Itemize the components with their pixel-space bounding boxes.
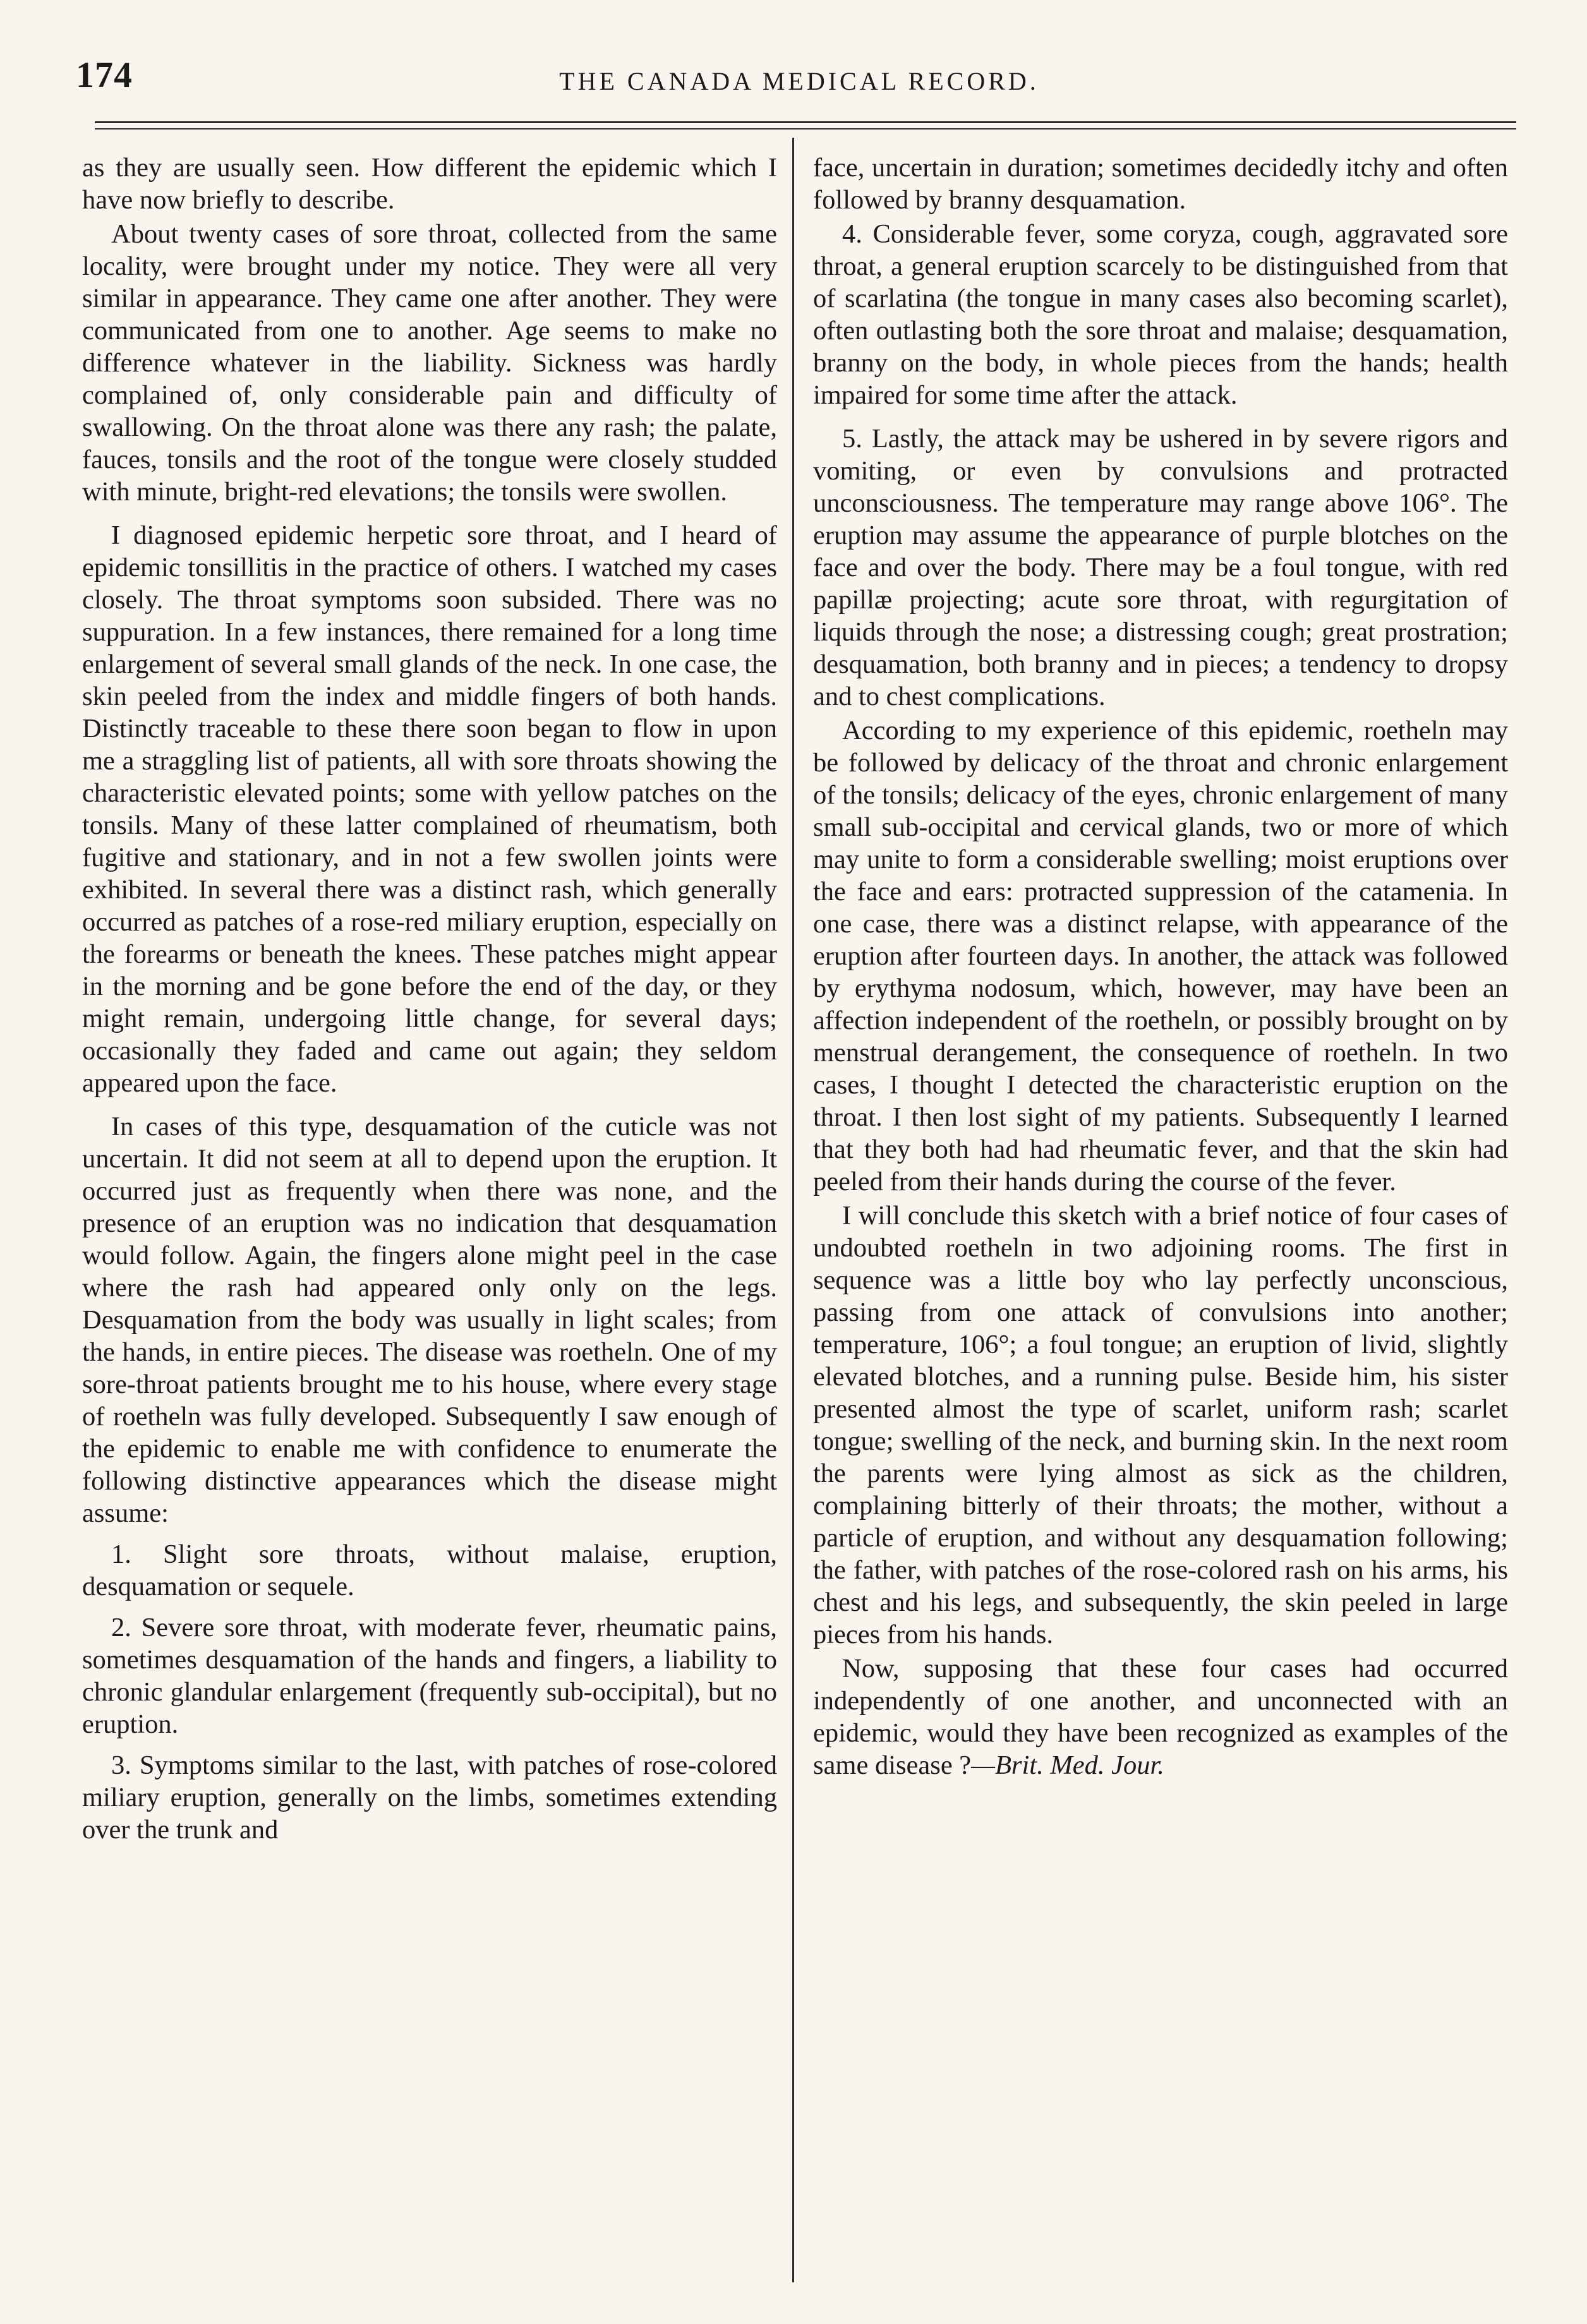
left-column xyxy=(82,152,777,1848)
right-column xyxy=(813,152,1508,1783)
paragraph: In cases of this type, desquamation of the cuticle was not uncertain. It did not seem at all to depend upon the eruption. It occurred just as frequently when there was none, and the presence of an eruption was no indication that desquamation would follow. Again, the fingers alone might peel in the case where the rash had appeared only only on the legs. Desquamation from the body was usually in light scales; from the hands, in entire pieces. The disease was roetheln. One of my sore-throat patients brought me to his house, where every stage of roetheln was fully developed. Subsequently I saw enough of the epidemic to enable me with confidence to enumerate the following distinctive appearances which the disease might assume: xyxy=(82,1112,777,1528)
paragraph: I diagnosed epidemic herpetic sore throat, and I heard of epidemic tonsillitis in the practice of others. I watched my cases closely. The throat symptoms soon subsided. There was no suppuration. In a few instances, there remained for a long time enlargement of several small glands of the neck. In one case, the skin peeled from the index and middle fingers of both hands. Distinctly traceable to these there soon began to flow in upon me a straggling list of patients, all with sore throats showing the characteristic elevated points; some with yellow patches on the tonsils. Many of these latter complained of rheumatism, both fugitive and stationary, and in not a few swollen joints were exhibited. In several there was a distinct rash, which generally occurred as patches of a rose-red miliary eruption, especially on the forearms or beneath the knees. These patches might appear in the morning and be gone before the end of the day, or they might remain, undergoing little change, for several days; occasionally they faded and came out again; they seldom appeared upon the face. xyxy=(82,521,777,1098)
list-item: 2. Severe sore throat, with moderate fever, rheumatic pains, sometimes desquamation of the hands and fingers, a liability to chronic glandular enlargement (frequently sub-occipital), but no eruption. xyxy=(82,1613,777,1739)
list-item: 3. Symptoms similar to the last, with patches of rose-colored miliary eruption, generally on the limbs, sometimes extending over the trunk and xyxy=(82,1750,777,1845)
journal-title: THE CANADA MEDICAL RECORD. xyxy=(559,67,1039,95)
page-number: 174 xyxy=(76,54,133,95)
list-item: 4. Considerable fever, some coryza, cough, aggravated sore throat, a general eruption scarcely to be distinguished from that of scarlatina (the tongue in many cases also becoming scarlet), often outlasting both the sore throat and malaise; desquamation, branny on the body, in whole pieces from the hands; health impaired for some time after the attack. xyxy=(813,219,1508,410)
page-header xyxy=(76,54,1523,104)
paragraph: face, uncertain in duration; sometimes decidedly itchy and often followed by branny desquamation. xyxy=(813,153,1508,215)
paragraph: About twenty cases of sore throat, collected from the same locality, were brought under my notice. They were all very similar in appearance. They came one after another. They were communicated from one to another. Age seems to make no difference whatever in the liability. Sickness was hardly complained of, only considerable pain and difficulty of swallowing. On the throat alone was there any rash; the palate, fauces, tonsils and the root of the tongue were closely studded with minute, bright-red elevations; the tonsils were swollen. xyxy=(82,219,777,507)
column-divider xyxy=(792,138,794,2282)
paragraph xyxy=(813,1653,1508,1781)
citation: —Brit. Med. Jour. xyxy=(971,1750,1164,1780)
header-rule-thick xyxy=(95,121,1516,123)
paragraph: According to my experience of this epidemic, roetheln may be followed by delicacy of the throat and chronic enlargement of the tonsils; delicacy of the eyes, chronic enlargement of many small sub-occipital and cervical glands, two or more of which may unite to form a considerable swelling; moist eruptions over the face and ears: protracted suppression of the catamenia. In one case, there was a distinct relapse, with appearance of the eruption after fourteen days. In another, the attack was followed by erythyma nodosum, which, however, may have been an affection independent of the roetheln, or possibly brought on by menstrual derangement, the consequence of roetheln. In two cases, I thought I detected the characteristic eruption on the throat. I then lost sight of my patients. Subsequently I learned that they both had had rheumatic fever, and that the skin had peeled from their hands during the course of the fever. xyxy=(813,716,1508,1196)
list-item: 5. Lastly, the attack may be ushered in by severe rigors and vomiting, or even by convulsions and protracted unconsciousness. The temperature may range above 106°. The eruption may assume the appearance of purple blotches on the face and over the body. There may be a foul tongue, with red papillæ projecting; acute sore throat, with regurgitation of liquids through the nose; a distressing cough; great prostration; desquamation, both branny and in pieces; a tendency to dropsy and to chest complications. xyxy=(813,424,1508,711)
paragraph: as they are usually seen. How different the epidemic which I have now briefly to describe. xyxy=(82,153,777,215)
paragraph: I will conclude this sketch with a brief notice of four cases of undoubted roetheln in two adjoining rooms. The first in sequence was a little boy who lay perfectly unconscious, passing from one attack of convulsions into another; temperature, 106°; a foul tongue; an eruption of livid, slightly elevated blotches, and a running pulse. Beside him, his sister presented almost the type of scarlet, uniform rash; scarlet tongue; swelling of the neck, and burning skin. In the next room the parents were lying almost as sick as the children, complaining bitterly of their throats; the mother, without a particle of eruption, and without any desquamation following; the father, with patches of the rose-colored rash on his arms, his chest and his legs, and subsequently, the skin peeled in large pieces from his hands. xyxy=(813,1201,1508,1649)
list-item: 1. Slight sore throats, without malaise, eruption, desquamation or sequele. xyxy=(82,1539,777,1601)
header-rule-thin xyxy=(95,128,1516,129)
paragraph-text: Now, supposing that these four cases had occurred independently of one another, and unconnected with an epidemic, would they have been recognized as examples of the same disease ? xyxy=(813,1654,1508,1780)
